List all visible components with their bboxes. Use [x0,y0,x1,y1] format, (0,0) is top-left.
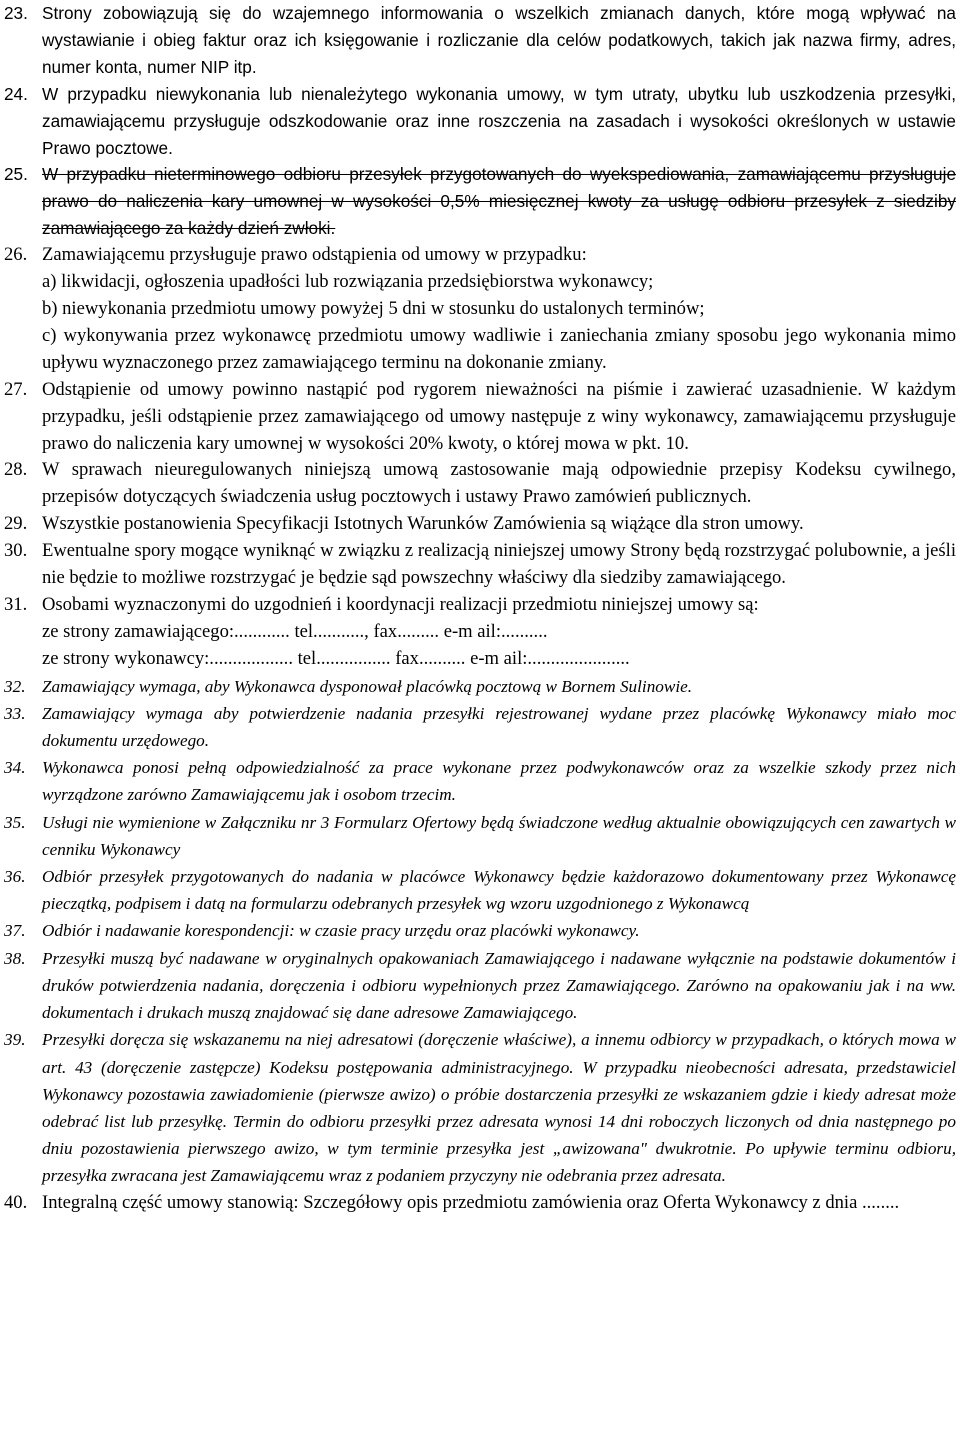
clause-text: Odbiór i nadawanie korespondencji: w czasie pracy urzędu oraz placówki wykonawcy. [42,921,640,941]
clause-number: 38. [4,948,26,968]
clause-31 [4,592,960,673]
clause-subitem-a: a) likwidacji, ogłoszenia upadłości lub rozwiązania przedsiębiorstwa wykonawcy; [42,271,654,293]
clause-number: 35. [4,812,26,832]
clause-number: 39. [4,1030,26,1050]
clause-38 [4,945,960,1027]
clause-text: Usługi nie wymienione w Załączniku nr 3 Formularz Ofertowy będą świadczone według aktualnie obowiązujących cen zawartych w cenniku Wykonawcy [42,812,956,859]
clause-23 [4,0,960,81]
clause-26 [4,242,960,377]
clause-number: 29. [4,513,28,535]
clause-text: Zamawiający wymaga, aby Wykonawca dysponował placówką pocztową w Bornem Sulinowie. [42,676,693,696]
clause-text: Odstąpienie od umowy powinno nastąpić pod rygorem nieważności na piśmie i zawierać uzasadnienie. W każdym przypadku, jeśli odstąpienie przez zamawiającego od umowy następuje z winy wykonawcy, zamawiającemu przysługuje prawo do naliczenia kary umownej w wysokości 20% kwoty, o której mowa w pkt. 10. [42,378,956,454]
clause-text: W sprawach nieuregulowanych niniejszą umową zastosowanie mają odpowiednie przepisy Kodeksu cywilnego, przepisów dotyczących świadczenia usług pocztowych i ustawy Prawo zamówień publicznych. [42,459,956,508]
clause-number: 36. [4,867,26,887]
clause-text: Zamawiający wymaga aby potwierdzenie nadania przesyłki rejestrowanej wydane przez placówkę Wykonawcy miało moc dokumentu urzędowego. [42,703,956,751]
clause-text: Osobami wyznaczonymi do uzgodnień i koordynacji realizacji przedmiotu niniejszej umowy są: [42,593,759,615]
clause-text: Zamawiającemu przysługuje prawo odstąpienia od umowy w przypadku: [42,244,587,266]
clause-text: Wszystkie postanowienia Specyfikacji Istotnych Warunków Zamówienia są wiążące dla stron umowy. [42,513,804,535]
clause-number: 25. [4,164,28,185]
clause-number: 40. [4,1191,28,1213]
clause-28 [4,457,960,511]
clause-text: W przypadku nieterminowego odbioru przesyłek przygotowanych do wyekspediowania, zamawiającemu przysługuje prawo do naliczenia kary umownej w wysokości 0,5% miesięcznej kwoty za usługę odbioru przesyłek z siedziby zamawiającego za każdy dzień zwłoki. [42,164,956,239]
clause-subitem-c: c) wykonywania przez wykonawcę przedmiotu umowy wadliwie i zaniechania zmiany sposobu jego wykonania mimo upływu wyznaczonego przez zamawiającego terminu na dokonanie zmiany. [42,324,956,373]
clause-34 [4,754,960,808]
clause-number: 32. [4,676,26,696]
clause-text: Ewentualne spory mogące wyniknąć w związku z realizacją niniejszej umowy Strony będą rozstrzygać polubownie, a jeśli nie będzie to możliwe rozstrzygać je będzie sąd powszechny właściwy dla siedziby zamawiającego. [42,540,956,589]
contact-line-ordering-party: ze strony zamawiającego:............ tel..........., fax......... e-m ail:.......... [42,620,548,642]
clause-subitem-b: b) niewykonania przedmiotu umowy powyżej 5 dni w stosunku do ustalonych terminów; [42,297,705,319]
clause-text: Przesyłki muszą być nadawane w oryginalnych opakowaniach Zamawiającego i nadawane wyłącznie na podstawie dokumentów i druków potwierdzenia nadania, doręczenia i odbioru wypełnionych przez Zamawiającego. Zarówno na opakowaniu jak i na ww. dokumentach i drukach muszą znajdować się dane adresowe Zamawiającego. [42,948,956,1023]
clause-number: 28. [4,459,28,481]
clause-text: Przesyłki doręcza się wskazanemu na niej adresatowi (doręczenie właściwe), a innemu odbiorcy w przypadkach, o których mowa w art. 43 (doręczenie zastępcze) Kodeksu postępowania administracyjnego. W przypadku nieobecności adresata, przedstawiciel Wykonawcy pozostawia zawiadomienie (pierwsze awizo) o próbie dostarczenia przesyłki ze wskazaniem gdzie i kiedy adresat może odebrać list lub przesyłkę. Termin do odbioru przesyłki przez adresata wynosi 14 dni roboczych liczonych od dnia następnego po dniu pozostawienia pierwszego awizo, w tym terminie przesyłka jest „awizowana" dwukrotnie. Po upływie terminu odbioru, przesyłka zwracana jest Zamawiającemu wraz z podaniem przyczyny nie odebrania przez adresata. [42,1030,956,1186]
clause-24 [4,81,960,162]
clause-32 [4,673,960,700]
clause-number: 23. [4,3,28,23]
contact-line-contractor: ze strony wykonawcy:.................. tel................ fax.......... e-m ail:...................... [42,647,630,669]
clause-number: 37. [4,921,26,941]
clause-35 [4,809,960,863]
clause-27 [4,377,960,458]
clause-number: 24. [4,83,28,104]
clause-36 [4,863,960,917]
clause-39 [4,1026,960,1189]
clause-text: Strony zobowiązują się do wzajemnego informowania o wszelkich zmianach danych, które mogą wpływać na wystawianie i obieg faktur oraz ich księgowanie i rozliczanie dla celów podatkowych, takich jak nazwa firmy, adres, numer konta, numer NIP itp. [42,3,956,77]
clause-number: 30. [4,540,28,562]
clause-30 [4,538,960,592]
clause-text: W przypadku niewykonania lub nienależytego wykonania umowy, w tym utraty, ubytku lub uszkodzenia przesyłki, zamawiającemu przysługuje odszkodowanie oraz inne roszczenia na zasadach i wysokości określonych w ustawie Prawo pocztowe. [42,83,956,158]
clause-number: 31. [4,593,28,615]
clause-number: 33. [4,703,26,723]
clause-33 [4,700,960,754]
clause-29 [4,511,960,538]
clause-number: 27. [4,378,28,400]
clause-25-struck [4,161,960,242]
clause-text: Odbiór przesyłek przygotowanych do nadania w placówce Wykonawcy będzie każdorazowo dokumentowany przez Wykonawcę pieczątką, podpisem i datą na formularzu odebranych przesyłek wg wzoru uzgodnionego z Wykonawcą [42,867,956,914]
clause-text: Wykonawca ponosi pełną odpowiedzialność za prace wykonane przez podwykonawców oraz za wszelkie szkody przez nich wyrządzone zarówno Zamawiającemu jak i osobom trzecim. [42,758,956,805]
clause-40 [4,1190,960,1217]
clause-37 [4,917,960,944]
clause-number: 34. [4,758,26,778]
clause-number: 26. [4,244,28,266]
clause-text: Integralną część umowy stanowią: Szczegółowy opis przedmiotu zamówienia oraz Oferta Wykonawcy z dnia ........ [42,1191,900,1213]
